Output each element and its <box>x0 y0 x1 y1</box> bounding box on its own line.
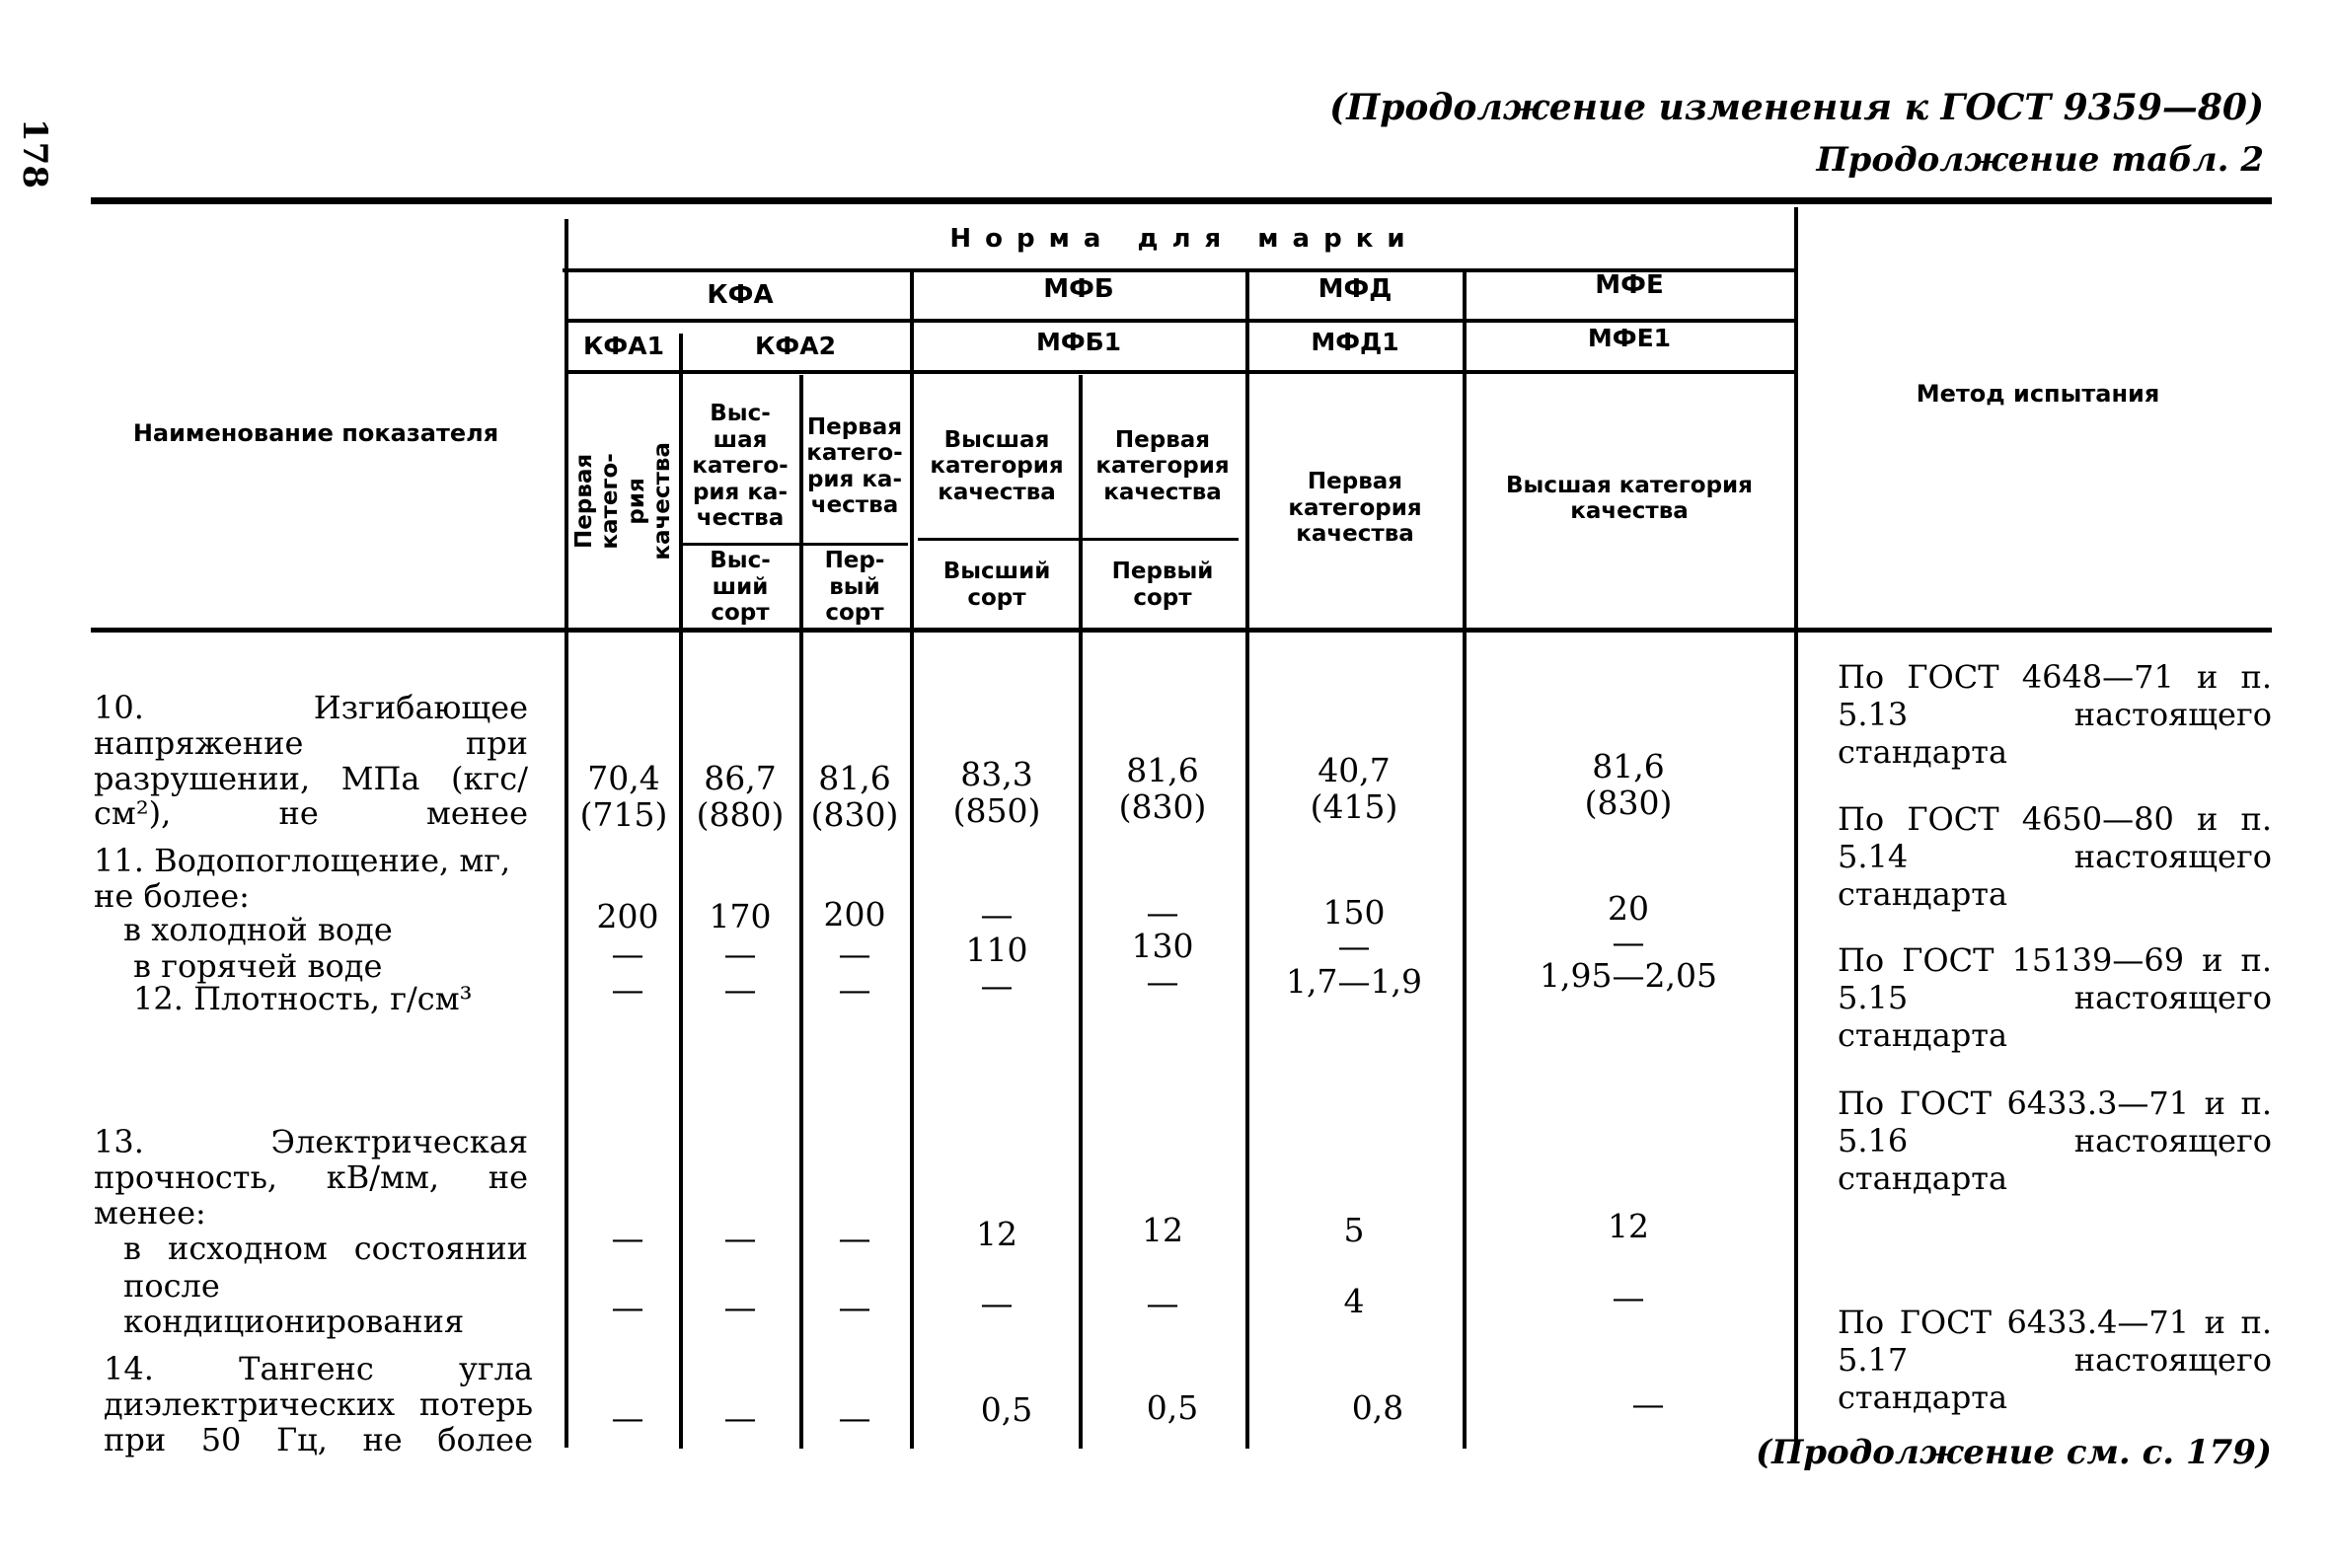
r12-mfb-first: — <box>1146 962 1179 1001</box>
quality-mfb-first: Первая категория качества <box>1095 426 1230 505</box>
r14-mfb-first: 0,5 <box>1146 1388 1199 1427</box>
vline-4 <box>910 272 914 1449</box>
r12-kfa2-first: — <box>838 970 871 1008</box>
brand-mfb: МФБ <box>1043 274 1114 305</box>
table-header-rule <box>91 628 2272 633</box>
r11-cold-mfb-high: — <box>980 895 1014 933</box>
subbrand-mfd1: МФД1 <box>1311 327 1399 356</box>
method-row-14: По ГОСТ 6433.4—71 и п. 5.17 настоящего стандарта <box>1838 1304 2272 1416</box>
method-header: Метод испытания <box>1916 380 2160 409</box>
r13-cond-kfa1: — <box>611 1288 644 1326</box>
r11-cold-kfa2-high: 170 <box>709 897 772 935</box>
subbrand-mfe1: МФЕ1 <box>1587 323 1672 352</box>
method-row-11: По ГОСТ 4650—80 и п. 5.14 настоящего стандарта <box>1838 800 2272 913</box>
rule-grade-kfa2 <box>681 543 908 546</box>
r10-mfb-high: 83,3 (850) <box>952 755 1041 831</box>
r11-hot-mfb-first: 130 <box>1131 927 1194 965</box>
row-13-conditioned-label: после кондиционирования <box>123 1267 465 1340</box>
r14-kfa2-high: — <box>723 1398 757 1437</box>
quality-kfa1-cell <box>570 380 677 622</box>
r11-hot-kfa1: — <box>611 934 644 973</box>
grade-mfb-first: Первый сорт <box>1111 559 1214 611</box>
r14-kfa2-first: — <box>838 1398 871 1437</box>
brand-kfa: КФА <box>707 280 774 311</box>
brand-mfd: МФД <box>1317 274 1392 305</box>
r13-cond-mfb-high: — <box>980 1284 1014 1322</box>
r13-initial-kfa2-first: — <box>838 1219 871 1257</box>
row-10-label: 10. Изгибающее напряжение при разрушении, МПа (кгс/см²), не менее <box>94 689 528 833</box>
r12-kfa2-high: — <box>723 970 757 1008</box>
r12-mfd: 1,7—1,9 <box>1286 962 1422 1001</box>
rule-under-subbrands <box>567 370 1796 374</box>
indicator-header: Наименование показателя <box>132 419 499 448</box>
method-row-10: По ГОСТ 4648—71 и п. 5.13 настоящего стандарта <box>1838 658 2272 771</box>
r14-mfe: — <box>1631 1384 1665 1423</box>
row-13-initial-label: в исходном состоянии <box>123 1230 528 1267</box>
r14-mfb-high: 0,5 <box>980 1390 1033 1429</box>
r12-kfa1: — <box>611 970 644 1008</box>
running-header: (Продолжение изменения к ГОСТ 9359—80) <box>1329 87 2264 128</box>
vline-1 <box>564 219 568 1448</box>
subbrand-kfa2: КФА2 <box>755 331 836 360</box>
grade-kfa2-high: Выс-ший сорт <box>710 548 771 627</box>
r13-cond-mfe: — <box>1612 1278 1645 1316</box>
vline-8 <box>1794 207 1798 1449</box>
table-continuation-label: Продолжение табл. 2 <box>1816 140 2264 180</box>
r13-cond-mfd: 4 <box>1343 1282 1365 1320</box>
r12-mfb-high: — <box>980 966 1014 1005</box>
vline-5 <box>1079 375 1083 1449</box>
row-14-label: 14. Тангенс угла диэлектрических потерь при 50 Гц, не более <box>104 1350 533 1458</box>
r13-cond-mfb-first: — <box>1146 1284 1179 1322</box>
r11-cold-mfb-first: — <box>1146 893 1179 932</box>
r13-cond-kfa2-first: — <box>838 1288 871 1326</box>
r11-hot-mfe: — <box>1612 923 1645 961</box>
r10-mfe: 81,6 (830) <box>1584 747 1673 823</box>
r13-initial-mfe: 12 <box>1608 1207 1649 1245</box>
quality-mfb-high: Высшая категория качества <box>930 426 1064 505</box>
r11-cold-mfe: 20 <box>1608 889 1649 928</box>
method-row-12: По ГОСТ 15139—69 и п. 5.15 настоящего стандарта <box>1838 941 2272 1054</box>
r11-cold-kfa2-first: 200 <box>823 895 886 933</box>
r11-hot-kfa2-first: — <box>838 934 871 973</box>
r11-cold-kfa1: 200 <box>596 897 659 935</box>
r11-cold-mfd: 150 <box>1322 893 1386 932</box>
row-11-hot-label: в горячей воде <box>133 947 383 985</box>
r10-kfa2-high: 86,7 (880) <box>696 759 785 835</box>
r13-cond-kfa2-high: — <box>723 1288 757 1326</box>
quality-kfa2-first: Первая катего-рия ка-чества <box>806 413 903 518</box>
r10-kfa2-first: 81,6 (830) <box>810 759 899 835</box>
r11-hot-mfb-high: 110 <box>965 931 1028 969</box>
grade-kfa2-first: Пер-вый сорт <box>824 548 885 627</box>
continuation-footer: (Продолжение см. с. 179) <box>1756 1433 2272 1472</box>
quality-kfa2-high: Выс-шая катего-рия ка-чества <box>692 401 789 532</box>
subbrand-mfb1: МФБ1 <box>1035 327 1122 356</box>
r10-mfb-first: 81,6 (830) <box>1118 751 1207 827</box>
quality-kfa1: Первая катего-рия качества <box>571 441 676 560</box>
grade-mfb-high: Высший сорт <box>942 559 1051 611</box>
row-11-label: 11. Водопоглощение, мг, не более: <box>94 842 511 915</box>
brand-mfe: МФЕ <box>1595 270 1664 301</box>
quality-mfd: Первая категория качества <box>1288 469 1422 548</box>
norm-header: Норма для марки <box>949 224 1419 255</box>
r11-hot-kfa2-high: — <box>723 934 757 973</box>
table-top-rule <box>91 197 2272 204</box>
r10-mfd: 40,7 (415) <box>1310 751 1398 827</box>
r11-hot-mfd: — <box>1337 927 1371 965</box>
r13-initial-mfd: 5 <box>1343 1211 1365 1249</box>
row-11-cold-label: в холодной воде <box>123 911 393 948</box>
method-row-13: По ГОСТ 6433.3—71 и п. 5.16 настоящего стандарта <box>1838 1084 2272 1197</box>
r12-mfe: 1,95—2,05 <box>1540 956 1717 995</box>
r14-kfa1: — <box>611 1398 644 1437</box>
r13-initial-kfa2-high: — <box>723 1219 757 1257</box>
quality-mfe: Высшая категория качества <box>1506 472 1753 524</box>
subbrand-kfa1: КФА1 <box>583 331 664 360</box>
r10-kfa1: 70,4 (715) <box>579 759 668 835</box>
page-number: 178 <box>15 118 54 188</box>
r13-initial-mfb-first: 12 <box>1142 1211 1183 1249</box>
r13-initial-kfa1: — <box>611 1219 644 1257</box>
row-13-label: 13. Электрическая прочность, кВ/мм, не менее: <box>94 1123 528 1232</box>
row-12-label: 12. Плотность, г/см³ <box>133 980 473 1017</box>
r13-initial-mfb-high: 12 <box>976 1215 1017 1253</box>
r14-mfd: 0,8 <box>1351 1388 1404 1427</box>
